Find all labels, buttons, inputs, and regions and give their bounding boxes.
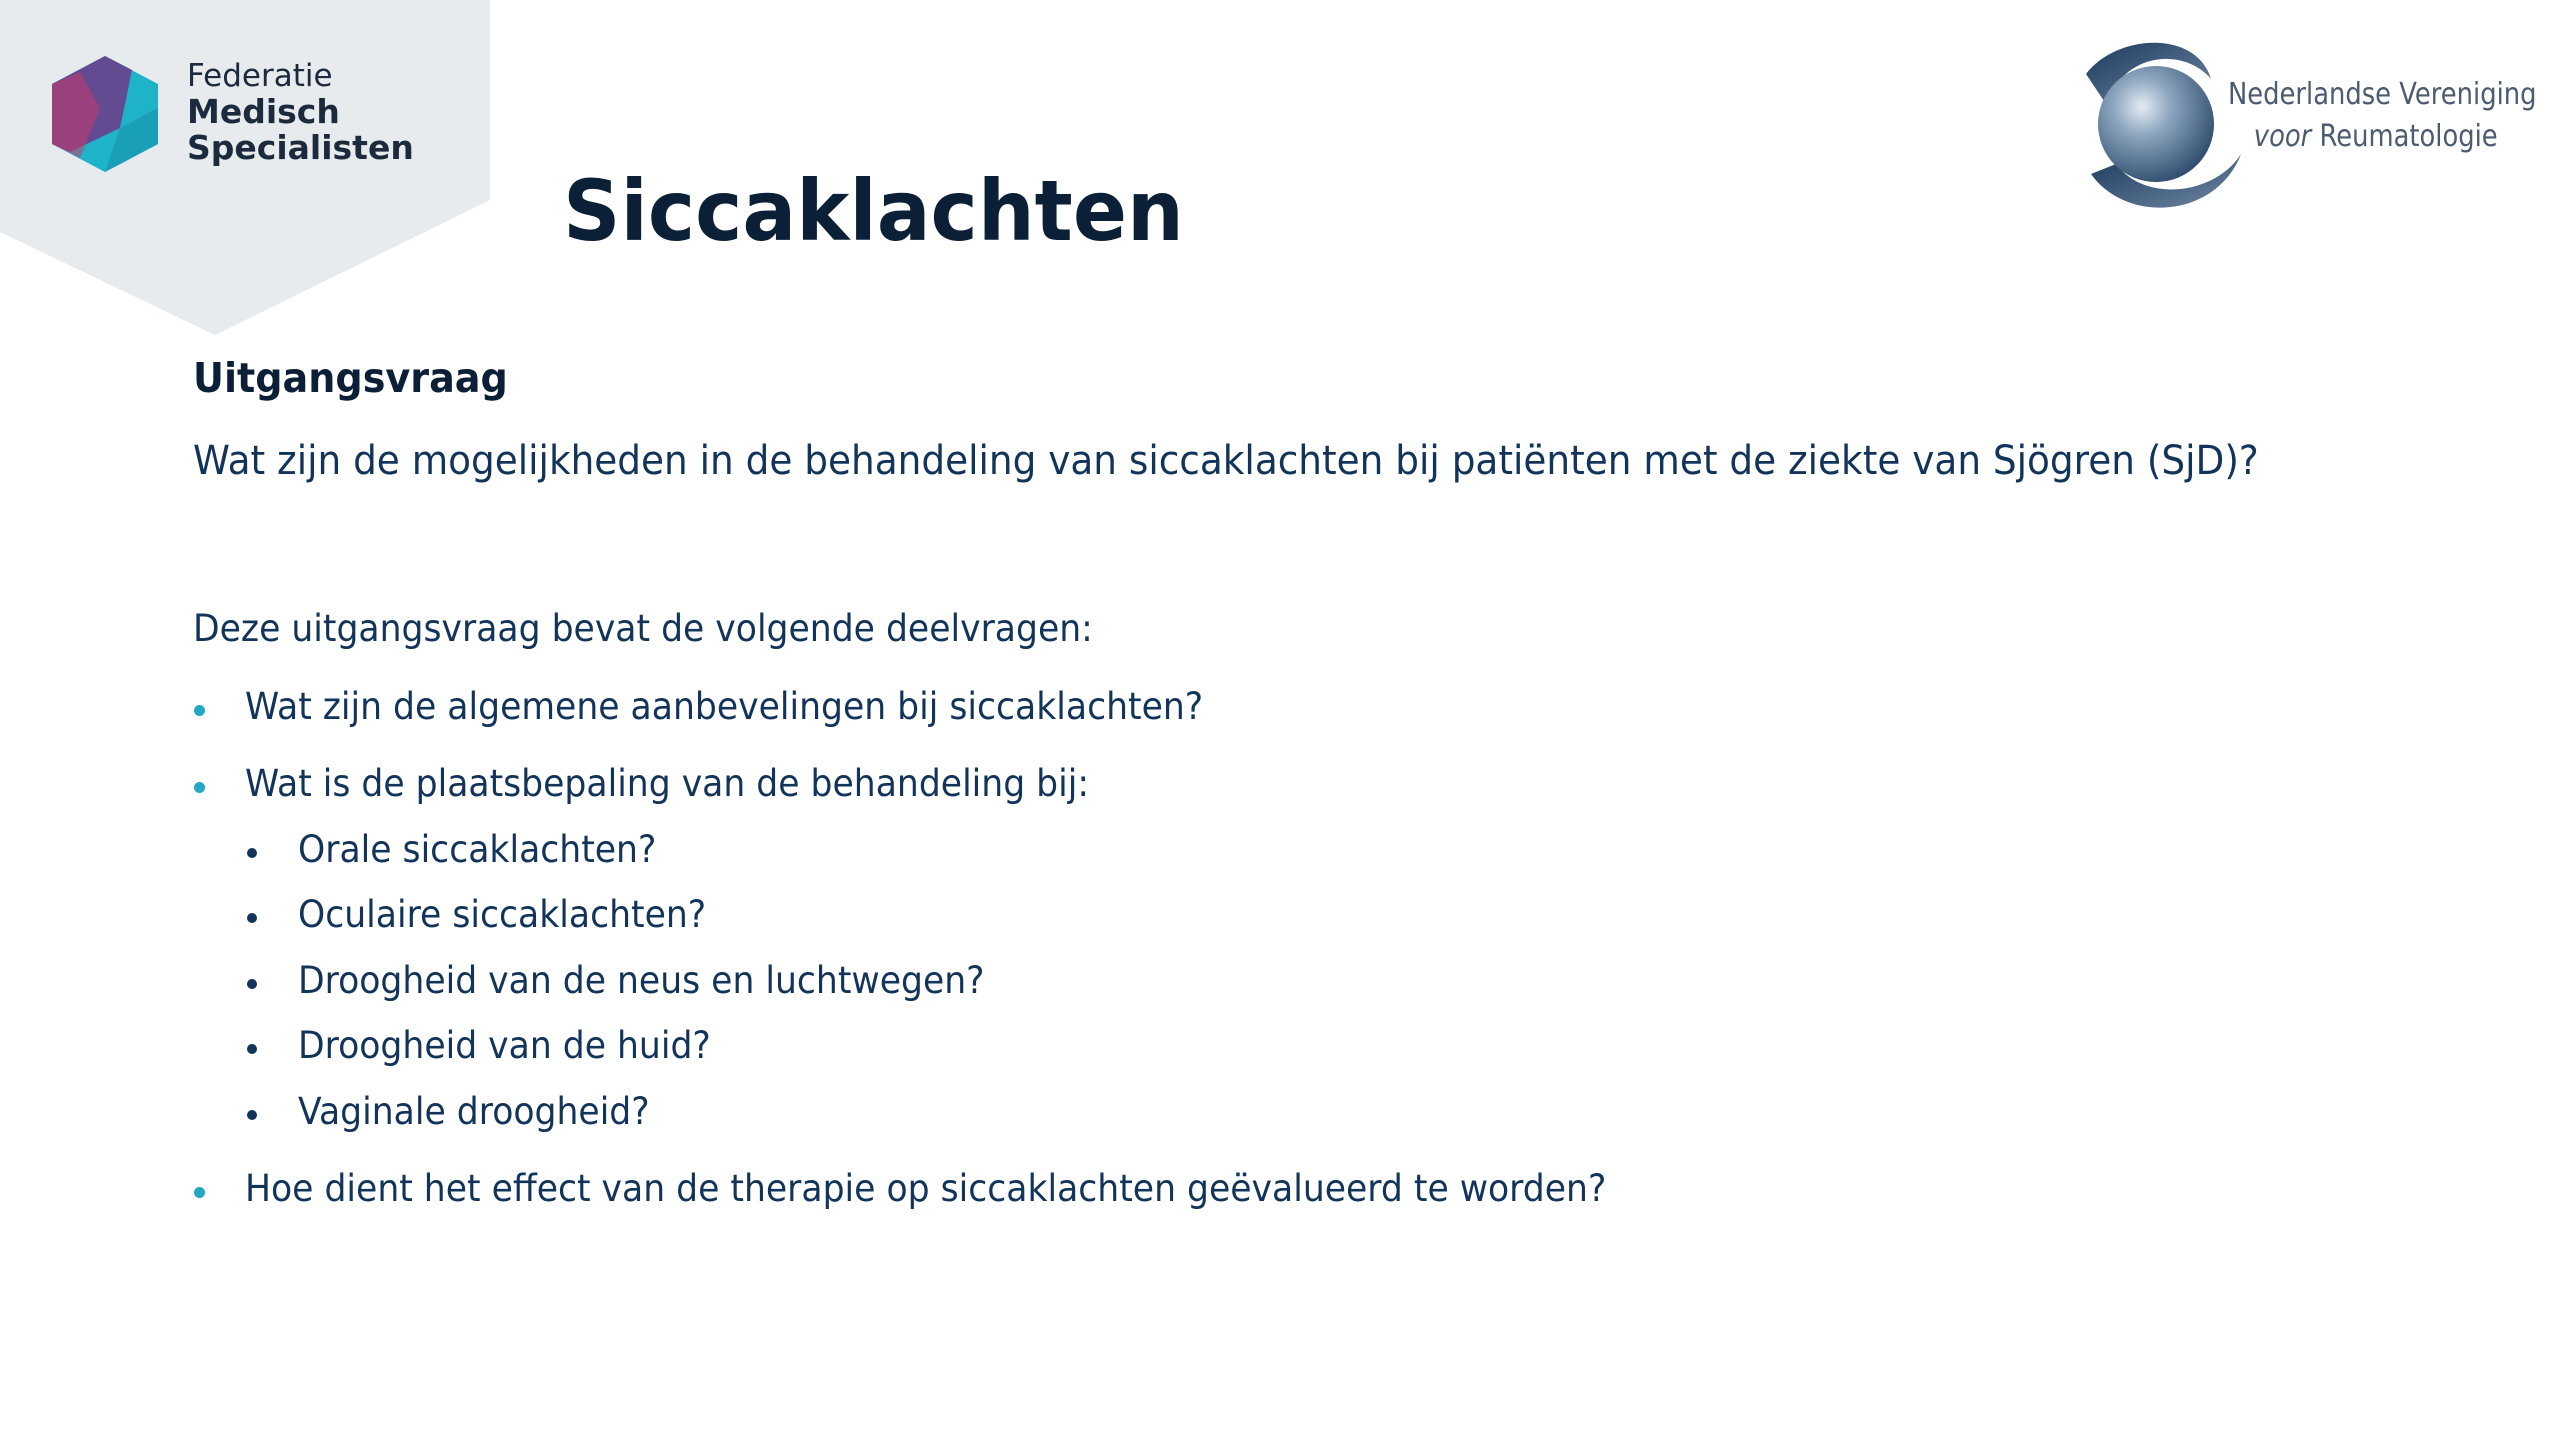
nvr-logo-text — [2228, 74, 2536, 158]
slide-title: Siccaklachten — [563, 162, 1184, 260]
nvr-logo-line2-italic: voor — [2253, 119, 2312, 154]
bullet-dot-icon — [194, 1187, 205, 1198]
nvr-logo-line2-rest: Reumatologie — [2311, 119, 2498, 154]
bullet-dot-icon — [194, 705, 205, 716]
sub-bullet-item: Orale siccaklachten? — [298, 828, 657, 871]
sub-bullet-dot-icon — [247, 1110, 257, 1120]
main-question: Wat zijn de mogelijkheden in de behandeling van siccaklachten bij patiënten met de ziekte van Sjögren (SjD)? — [193, 438, 2259, 484]
fms-logo-line1: Federatie — [187, 58, 333, 94]
subheading: Uitgangsvraag — [193, 354, 508, 402]
fms-logo-line3: Specialisten — [187, 128, 414, 167]
sub-bullet-dot-icon — [247, 1044, 257, 1054]
bullet-item: Wat zijn de algemene aanbevelingen bij siccaklachten? — [245, 685, 1204, 728]
bullet-item: Wat is de plaatsbepaling van de behandeling bij: — [245, 762, 1090, 805]
bullet-dot-icon — [194, 782, 205, 793]
sub-bullet-item: Droogheid van de neus en luchtwegen? — [298, 959, 985, 1002]
fms-logo-line2: Medisch — [187, 92, 340, 131]
sub-bullet-dot-icon — [247, 848, 257, 858]
intro-text: Deze uitgangsvraag bevat de volgende deelvragen: — [193, 607, 1093, 650]
sub-bullet-item: Vaginale droogheid? — [298, 1090, 650, 1133]
fms-logo-text — [187, 58, 414, 166]
sub-bullet-item: Oculaire siccaklachten? — [298, 893, 707, 936]
bullet-item: Hoe dient het effect van de therapie op siccaklachten geëvalueerd te worden? — [245, 1167, 1607, 1210]
nvr-logo-line2 — [2228, 116, 2536, 158]
sub-bullet-dot-icon — [247, 979, 257, 989]
sub-bullet-item: Droogheid van de huid? — [298, 1024, 711, 1067]
fms-hexagon-logo-icon — [40, 48, 170, 178]
nvr-logo-line1: Nederlandse Vereniging — [2228, 77, 2537, 112]
sub-bullet-dot-icon — [247, 913, 257, 923]
